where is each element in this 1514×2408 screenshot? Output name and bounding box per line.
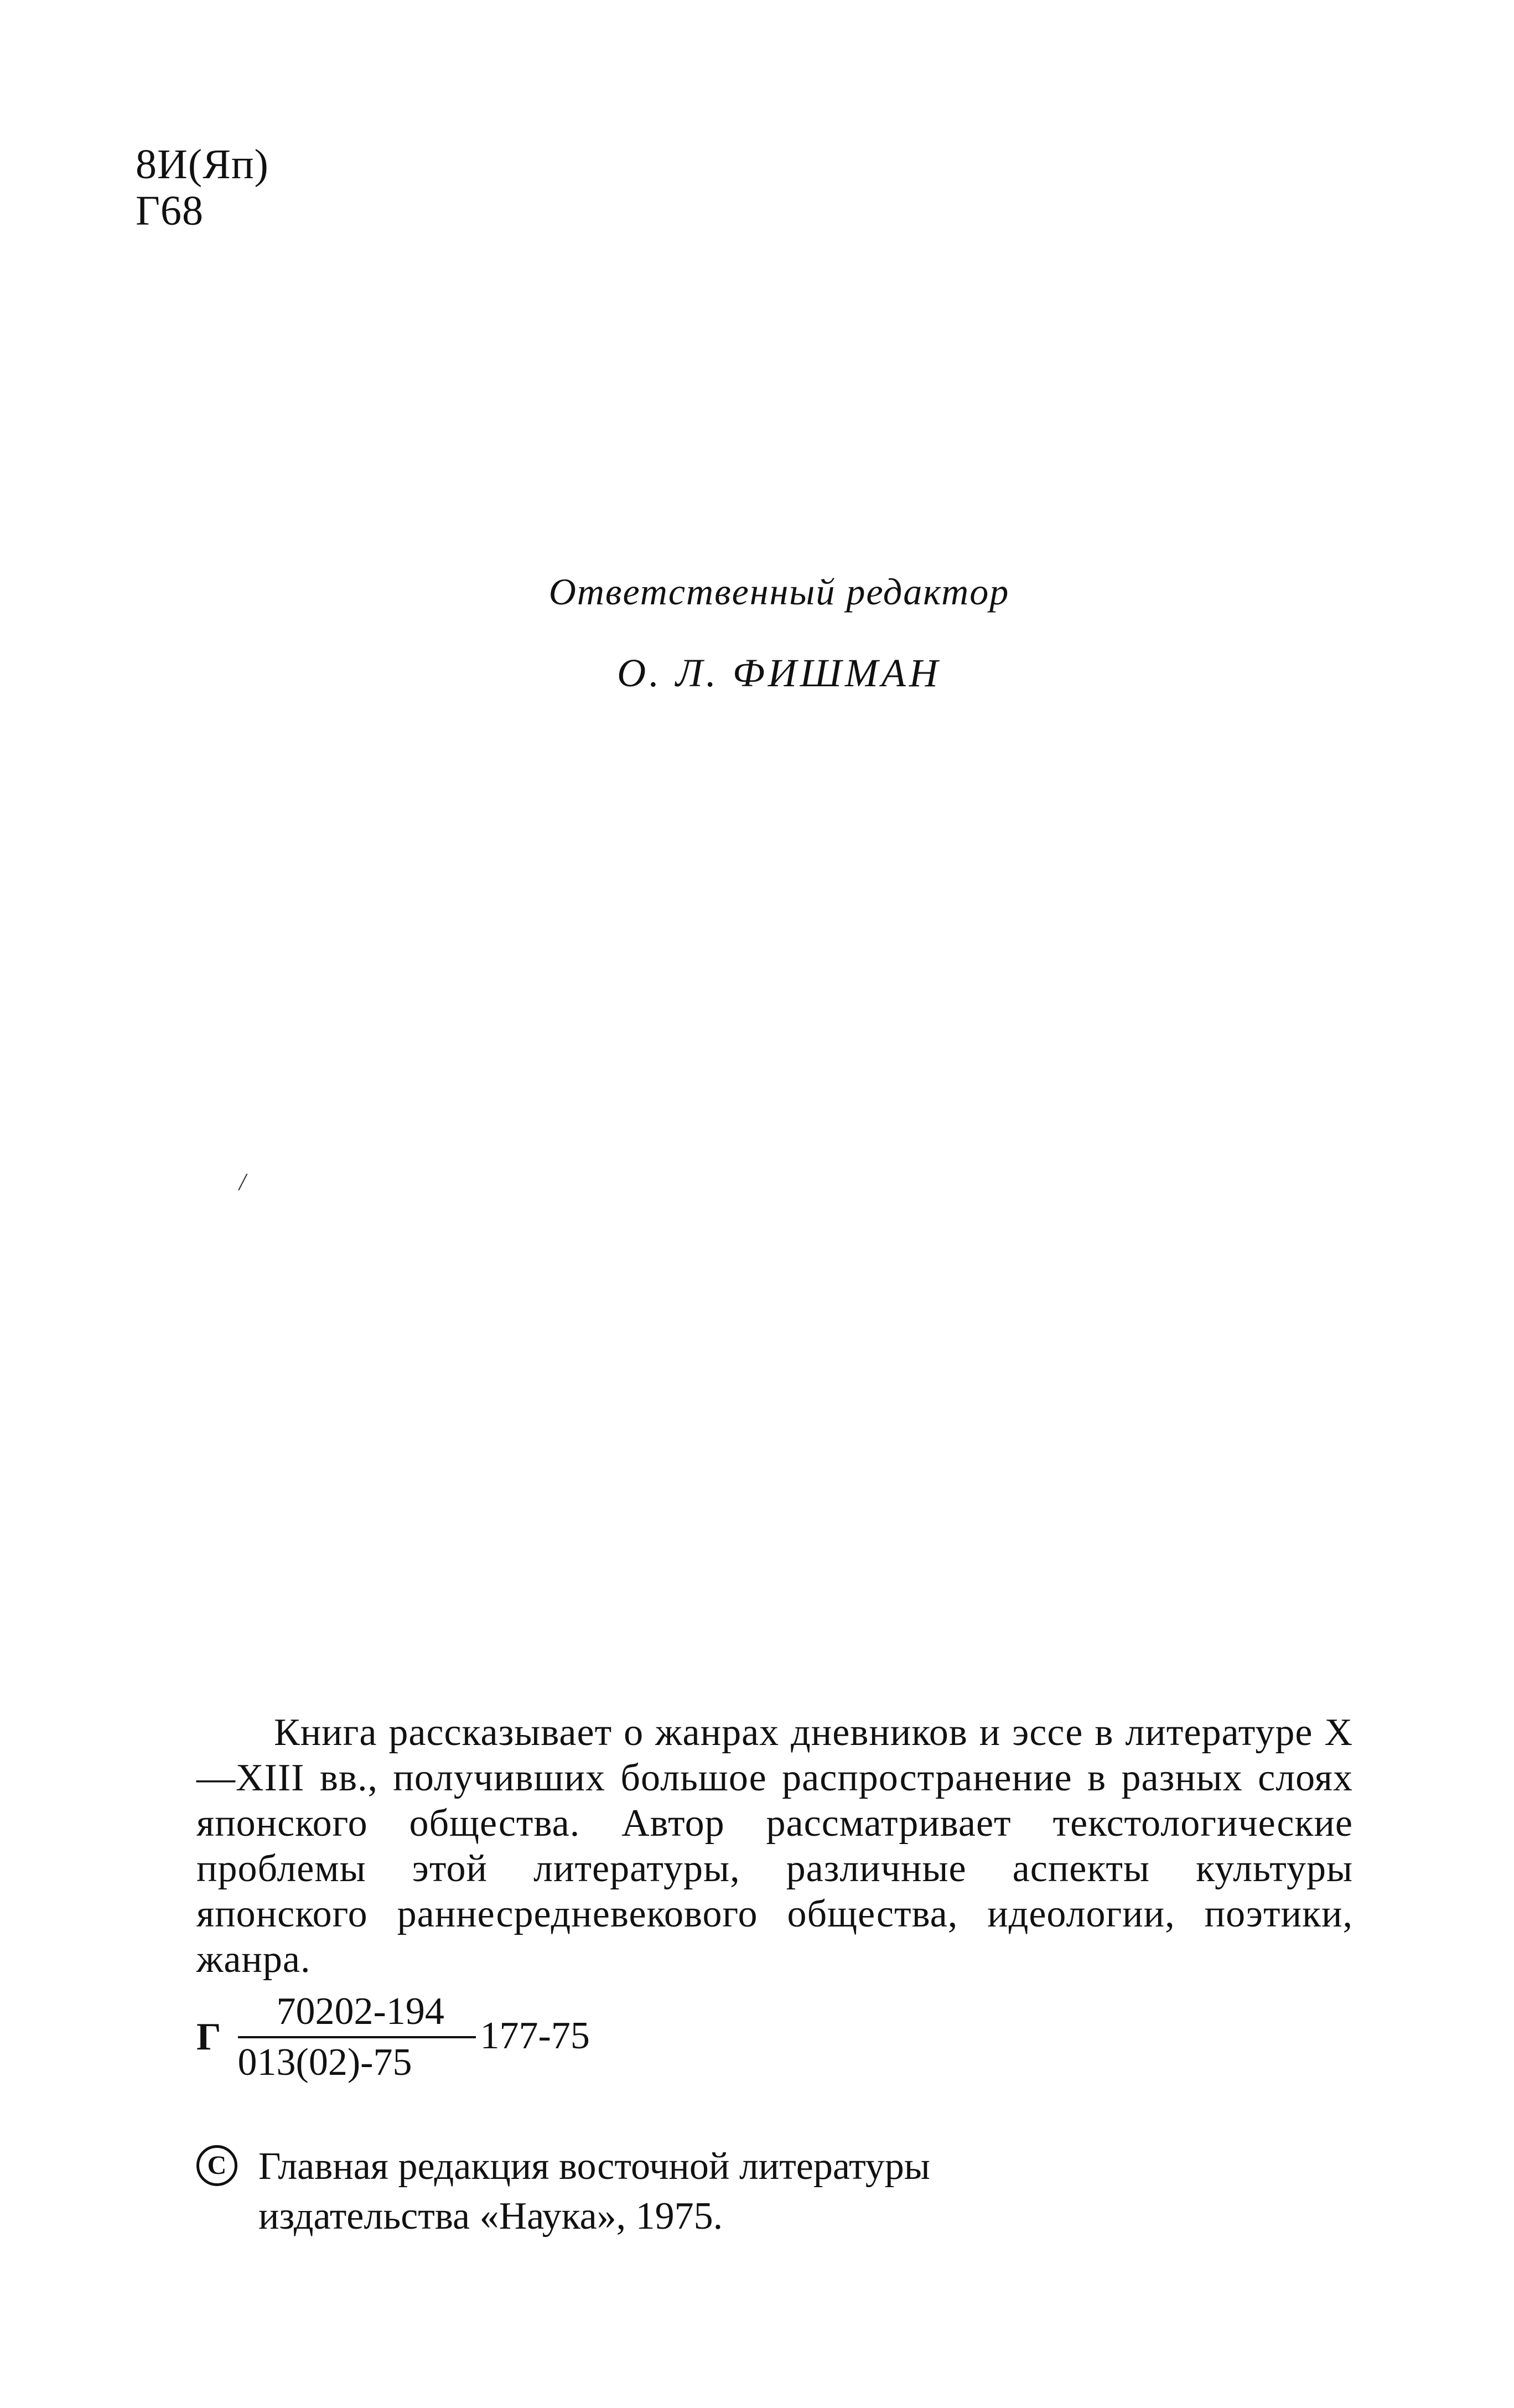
- classification-line-2: Г68: [136, 188, 204, 234]
- classification-code: [136, 141, 269, 234]
- catalog-code-denominator: 013(02)-75: [237, 2041, 412, 2084]
- catalog-code-suffix: 177-75: [480, 2015, 590, 2057]
- copyright-line-1: Главная редакция восточной литературы: [258, 2145, 930, 2188]
- catalog-code-letter: Г: [196, 2016, 221, 2058]
- copyright-line-2: издательства «Наука», 1975.: [258, 2195, 723, 2238]
- copyright-icon: C: [196, 2145, 237, 2186]
- editor-name: О. Л. ФИШМАН: [617, 651, 941, 695]
- annotation-paragraph: Книга рассказывает о жанрах дневников и эссе в литературе X—XIII вв., получивших большое распространение в разных слоях японского общества. Автор рассматривает текстологические проблемы этой литературы, различные аспекты культуры японского раннесредневекового общества, идеологии, поэтики, жанра.: [196, 1711, 1353, 1981]
- classification-line-1: 8И(Яп): [136, 141, 269, 188]
- copyright-notice: [196, 2142, 930, 2241]
- catalog-code: [196, 1990, 590, 2085]
- stray-mark: /: [239, 1168, 246, 1195]
- editor-role: Ответственный редактор: [548, 571, 1010, 613]
- catalog-code-fraction: [238, 1990, 476, 2085]
- catalog-code-numerator: 70202-194: [276, 1990, 444, 2033]
